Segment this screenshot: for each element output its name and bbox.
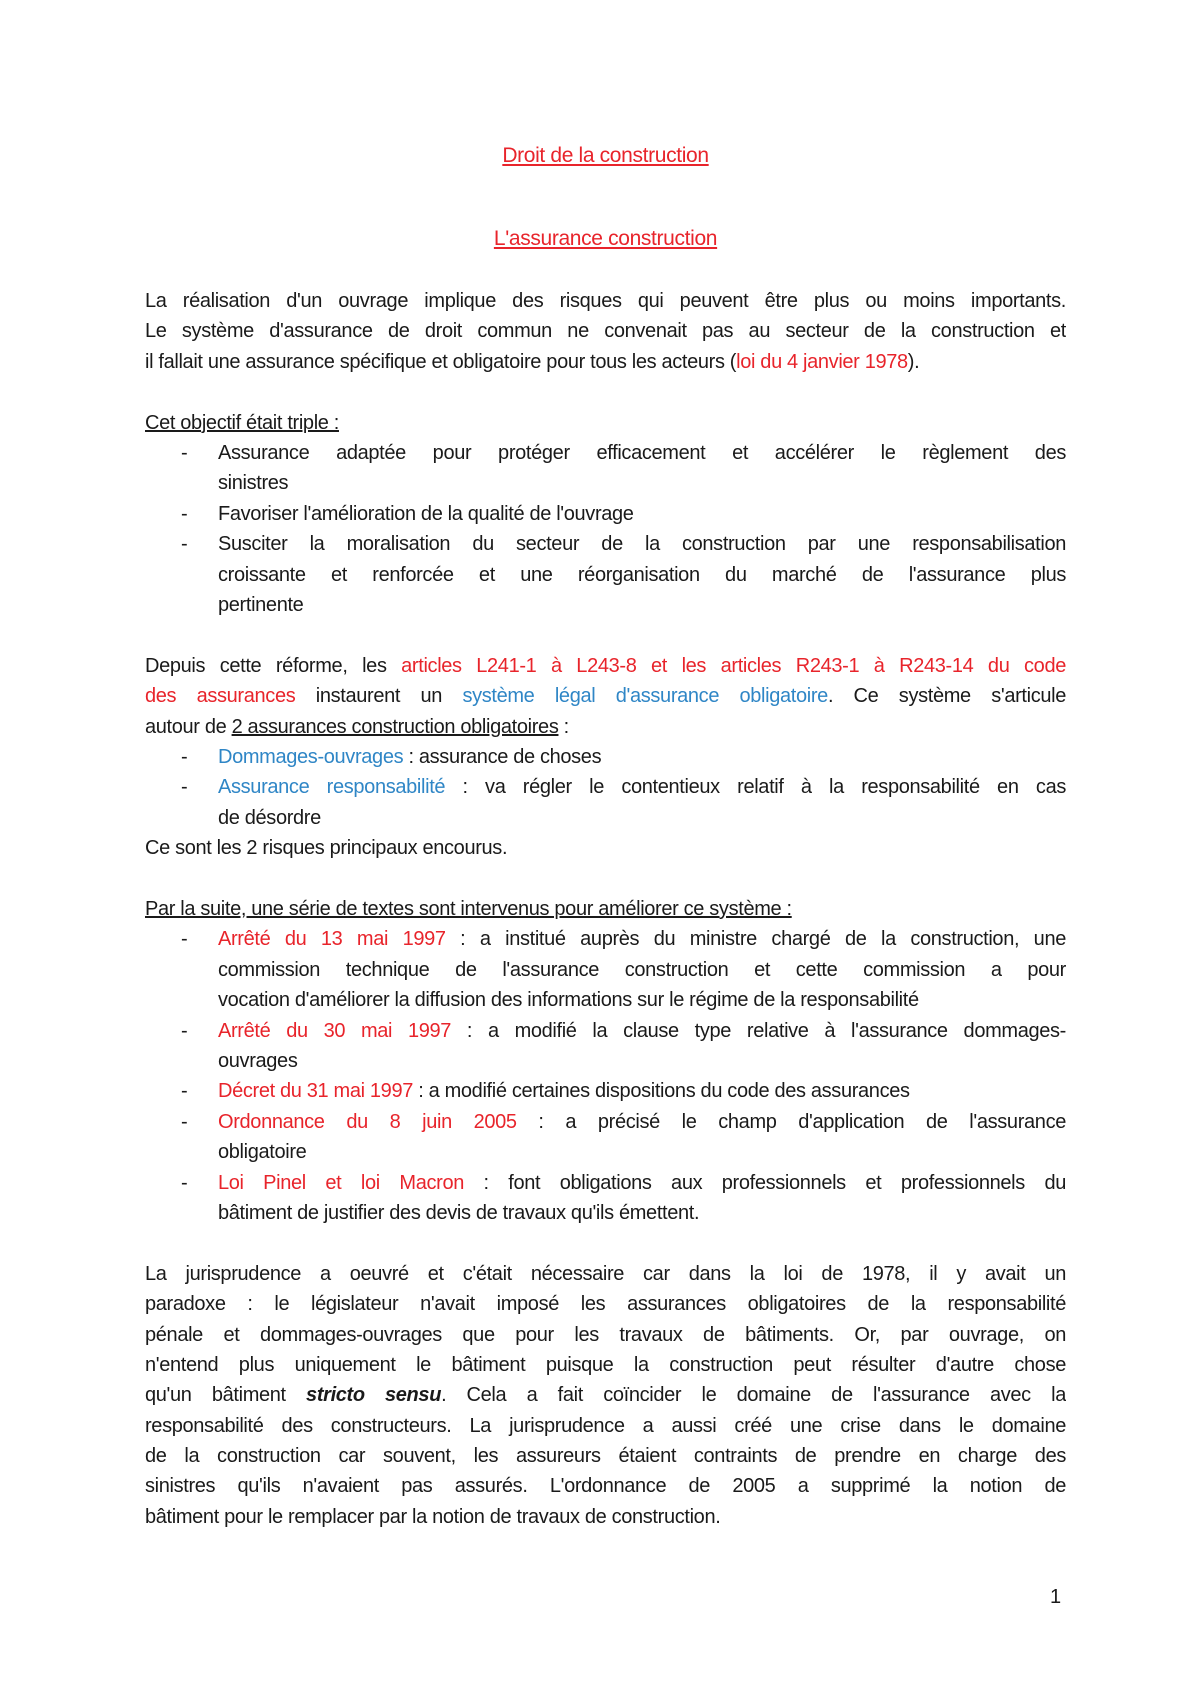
text-line xyxy=(145,1441,1066,1471)
document-title: Droit de la construction xyxy=(502,144,709,167)
text-segment: sinistres qu'ils n'avaient pas assurés. L'ordonnance de 2005 a supprimé la notion de xyxy=(145,1475,1066,1498)
legal-reference: Décret du 31 mai 1997 xyxy=(218,1080,413,1103)
list-item xyxy=(145,1107,1066,1168)
text-line xyxy=(218,1107,1066,1137)
text-segment: paradoxe : le législateur n'avait imposé les assurances obligatoires de la responsabilité xyxy=(145,1293,1066,1316)
text-line xyxy=(218,1076,1066,1106)
text-line xyxy=(218,924,1066,954)
text-segment: instaurent un xyxy=(295,685,463,708)
text-segment: Susciter la moralisation du secteur de la construction par une responsabilisation xyxy=(218,533,1066,556)
paragraph xyxy=(145,894,1066,924)
text-segment: ouvrages xyxy=(218,1049,298,1072)
section xyxy=(145,408,1066,621)
paragraph xyxy=(145,1259,1066,1533)
text-segment: pénale et dommages-ouvrages que pour les travaux de bâtiments. Or, par ouvrage, on xyxy=(145,1323,1066,1346)
text-line xyxy=(145,1502,1066,1532)
bullet-dash-icon: - xyxy=(181,441,188,464)
text-line xyxy=(145,1380,1066,1410)
list-item xyxy=(145,499,1066,529)
text-segment: La jurisprudence a oeuvré et c'était nécessaire car dans la loi de 1978, il y avait un xyxy=(145,1262,1066,1285)
key-term: Assurance responsabilité xyxy=(218,776,446,799)
page-number: 1 xyxy=(1050,1586,1062,1608)
text-line xyxy=(145,894,1066,924)
document-body xyxy=(145,286,1066,1532)
text-line xyxy=(218,985,1066,1015)
text-segment: autour de xyxy=(145,715,232,738)
list-item xyxy=(145,1076,1066,1106)
text-segment: pertinente xyxy=(218,593,304,616)
text-segment: 2 assurances construction obligatoires xyxy=(231,715,559,738)
text-line xyxy=(145,286,1066,316)
bullet-dash-icon: - xyxy=(181,502,188,525)
text-segment: . Cela a fait coïncider le domaine de l'assurance avec la xyxy=(441,1384,1066,1407)
key-term: Dommages-ouvrages xyxy=(218,745,404,768)
bullet-dash-icon: - xyxy=(181,1019,188,1042)
text-line xyxy=(145,1320,1066,1350)
legal-reference: articles L241-1 à L243-8 et les articles R243-1 à R243-14 du code xyxy=(401,654,1066,677)
document-page xyxy=(145,141,1066,1532)
text-segment: : assurance de choses xyxy=(403,745,602,768)
text-segment: il fallait une assurance spécifique et obligatoire pour tous les acteurs ( xyxy=(145,350,737,373)
text-segment: de la construction car souvent, les assureurs étaient contraints de prendre en charge des xyxy=(145,1445,1066,1468)
list-item xyxy=(145,438,1066,499)
legal-reference: loi du 4 janvier 1978 xyxy=(736,350,908,373)
list-item xyxy=(145,742,1066,772)
text-line xyxy=(218,955,1066,985)
list-item xyxy=(145,1168,1066,1229)
paragraph xyxy=(145,286,1066,377)
section xyxy=(145,1259,1066,1533)
legal-reference: Loi Pinel et loi Macron xyxy=(218,1171,464,1194)
text-line xyxy=(218,499,1066,529)
text-segment: : a précisé le champ d'application de l'assurance xyxy=(516,1110,1066,1133)
list-item xyxy=(145,1016,1066,1077)
text-segment: : a institué auprès du ministre chargé de la construction, une xyxy=(445,928,1066,951)
text-segment: stricto sensu xyxy=(306,1384,442,1407)
text-line xyxy=(218,529,1066,559)
paragraph xyxy=(145,408,1066,438)
legal-reference: Ordonnance du 8 juin 2005 xyxy=(218,1110,517,1133)
text-segment: bâtiment de justifier des devis de travaux qu'ils émettent. xyxy=(218,1201,700,1224)
text-line xyxy=(218,468,1066,498)
text-line xyxy=(145,1289,1066,1319)
text-line xyxy=(218,438,1066,468)
section xyxy=(145,651,1066,864)
text-segment: qu'un bâtiment xyxy=(145,1384,307,1407)
text-segment: de désordre xyxy=(218,806,321,829)
bullet-dash-icon: - xyxy=(181,776,188,799)
text-line xyxy=(218,560,1066,590)
text-line xyxy=(145,1350,1066,1380)
text-line xyxy=(218,742,1066,772)
text-segment: n'entend plus uniquement le bâtiment puisque la construction peut résulter d'autre chose xyxy=(145,1353,1066,1376)
bullet-dash-icon: - xyxy=(181,745,188,768)
text-segment: ). xyxy=(907,350,920,373)
bullet-dash-icon: - xyxy=(181,1080,188,1103)
text-segment: : xyxy=(558,715,569,738)
text-segment: commission technique de l'assurance construction et cette commission a pour xyxy=(218,958,1066,981)
text-line xyxy=(218,1137,1066,1167)
text-line xyxy=(145,1259,1066,1289)
text-segment: Le système d'assurance de droit commun ne convenait pas au secteur de la construction et xyxy=(145,320,1066,343)
text-segment: obligatoire xyxy=(218,1141,307,1164)
text-segment: : a modifié certaines dispositions du code des assurances xyxy=(413,1080,910,1103)
bullet-dash-icon: - xyxy=(181,533,188,556)
text-line xyxy=(218,772,1066,802)
text-segment: responsabilité des constructeurs. La jurisprudence a aussi créé une crise dans le domaine xyxy=(145,1414,1066,1437)
section-title: L'assurance construction xyxy=(493,227,718,250)
text-segment: vocation d'améliorer la diffusion des informations sur le régime de la responsabilité xyxy=(218,989,919,1012)
key-term: système légal d'assurance obligatoire xyxy=(462,685,828,708)
text-line xyxy=(218,1168,1066,1198)
list-item xyxy=(145,924,1066,1015)
text-line xyxy=(218,1198,1066,1228)
bullet-dash-icon: - xyxy=(181,1171,188,1194)
paragraph xyxy=(145,651,1066,742)
legal-reference: Arrêté du 30 mai 1997 xyxy=(218,1019,452,1042)
text-line xyxy=(145,833,1066,863)
text-line xyxy=(218,590,1066,620)
list-item xyxy=(145,772,1066,833)
text-segment: Depuis cette réforme, les xyxy=(145,654,402,677)
text-line xyxy=(145,1411,1066,1441)
text-segment: La réalisation d'un ouvrage implique des risques qui peuvent être plus ou moins importants. xyxy=(145,290,1066,312)
text-segment: Favoriser l'amélioration de la qualité de l'ouvrage xyxy=(218,502,634,525)
text-line xyxy=(145,408,1066,438)
text-segment: Par la suite, une série de textes sont intervenus pour améliorer ce système : xyxy=(145,897,792,920)
bullet-dash-icon: - xyxy=(181,928,188,951)
text-segment: : a modifié la clause type relative à l'assurance dommages- xyxy=(451,1019,1066,1042)
section xyxy=(145,894,1066,1228)
list-item xyxy=(145,529,1066,620)
text-segment: Cet objectif était triple : xyxy=(145,411,339,434)
paragraph xyxy=(145,833,1066,863)
text-segment: croissante et renforcée et une réorganisation du marché de l'assurance plus xyxy=(218,563,1066,586)
bullet-dash-icon: - xyxy=(181,1110,188,1133)
text-line xyxy=(145,651,1066,681)
text-line xyxy=(145,347,1066,377)
text-line xyxy=(145,1471,1066,1501)
legal-reference: des assurances xyxy=(145,685,296,708)
text-line xyxy=(218,1016,1066,1046)
text-line xyxy=(145,681,1066,711)
section xyxy=(145,286,1066,377)
text-line xyxy=(145,316,1066,346)
text-segment: . Ce système s'articule xyxy=(827,685,1066,708)
text-segment: Assurance adaptée pour protéger efficacement et accélérer le règlement des xyxy=(218,441,1066,464)
text-segment: bâtiment pour le remplacer par la notion de travaux de construction. xyxy=(145,1505,721,1528)
text-segment: Ce sont les 2 risques principaux encourus. xyxy=(145,837,508,860)
text-line xyxy=(145,712,1066,742)
text-line xyxy=(218,803,1066,833)
legal-reference: Arrêté du 13 mai 1997 xyxy=(218,928,446,951)
text-segment: : font obligations aux professionnels et professionnels du xyxy=(464,1171,1066,1194)
text-segment: sinistres xyxy=(218,472,289,495)
text-line xyxy=(218,1046,1066,1076)
text-segment: : va régler le contentieux relatif à la responsabilité en cas xyxy=(445,776,1066,799)
